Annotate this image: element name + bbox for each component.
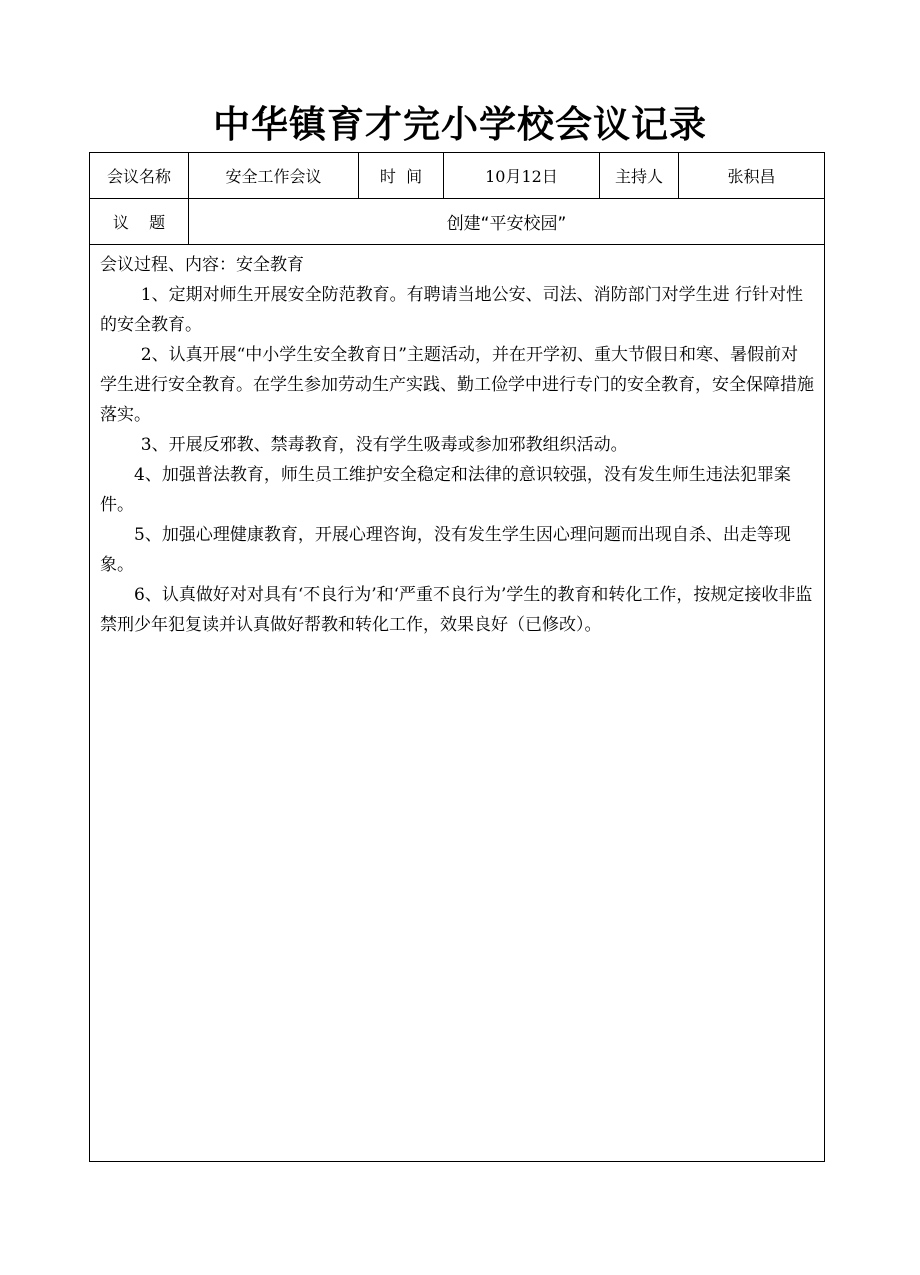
time-value: 10月12日 (444, 153, 600, 198)
host-value: 张积昌 (727, 167, 776, 186)
host-label: 主持人 (600, 153, 679, 198)
meeting-name-value: 安全工作会议 (189, 153, 359, 198)
content-item: 6、认真做好对对具有‘不良行为’和‘严重不良行为’学生的教育和转化工作，按规定接收非监禁刑少年犯复读并认真做好帮教和转化工作，效果良好（已修改）。 (100, 585, 813, 635)
header-row (90, 153, 824, 199)
content-item: 5、加强心理健康教育，开展心理咨询，没有发生学生因心理问题而出现自杀、出走等现象。 (100, 525, 791, 575)
topic-row (90, 199, 824, 245)
topic-value: 创建“平安校园” (446, 214, 567, 234)
content-heading: 会议过程、内容：安全教育 (100, 255, 304, 275)
meeting-content (90, 246, 824, 640)
content-item: 3、开展反邪教、禁毒教育，没有学生吸毒或参加邪教组织活动。 (140, 435, 628, 455)
topic-label: 议 题 (90, 199, 189, 244)
content-item: 1、定期对师生开展安全防范教育。有聘请当地公安、司法、消防部门对学生进 行针对性的安全教育。 (100, 285, 804, 335)
content-item: 4、加强普法教育，师生员工维护安全稳定和法律的意识较强，没有发生师生违法犯罪案件。 (100, 465, 791, 515)
meeting-record-table (89, 152, 825, 1162)
time-label: 时 间 (359, 153, 444, 198)
page-title: 中华镇育才完小学校会议记录 (213, 103, 707, 146)
meeting-name-label: 会议名称 (90, 153, 189, 198)
content-item: 2、认真开展“中小学生安全教育日”主题活动，并在开学初、重大节假日和寒、暑假前对学生进行安全教育。在学生参加劳动生产实践、勤工俭学中进行专门的安全教育，安全保障措施落实。 (100, 345, 814, 425)
